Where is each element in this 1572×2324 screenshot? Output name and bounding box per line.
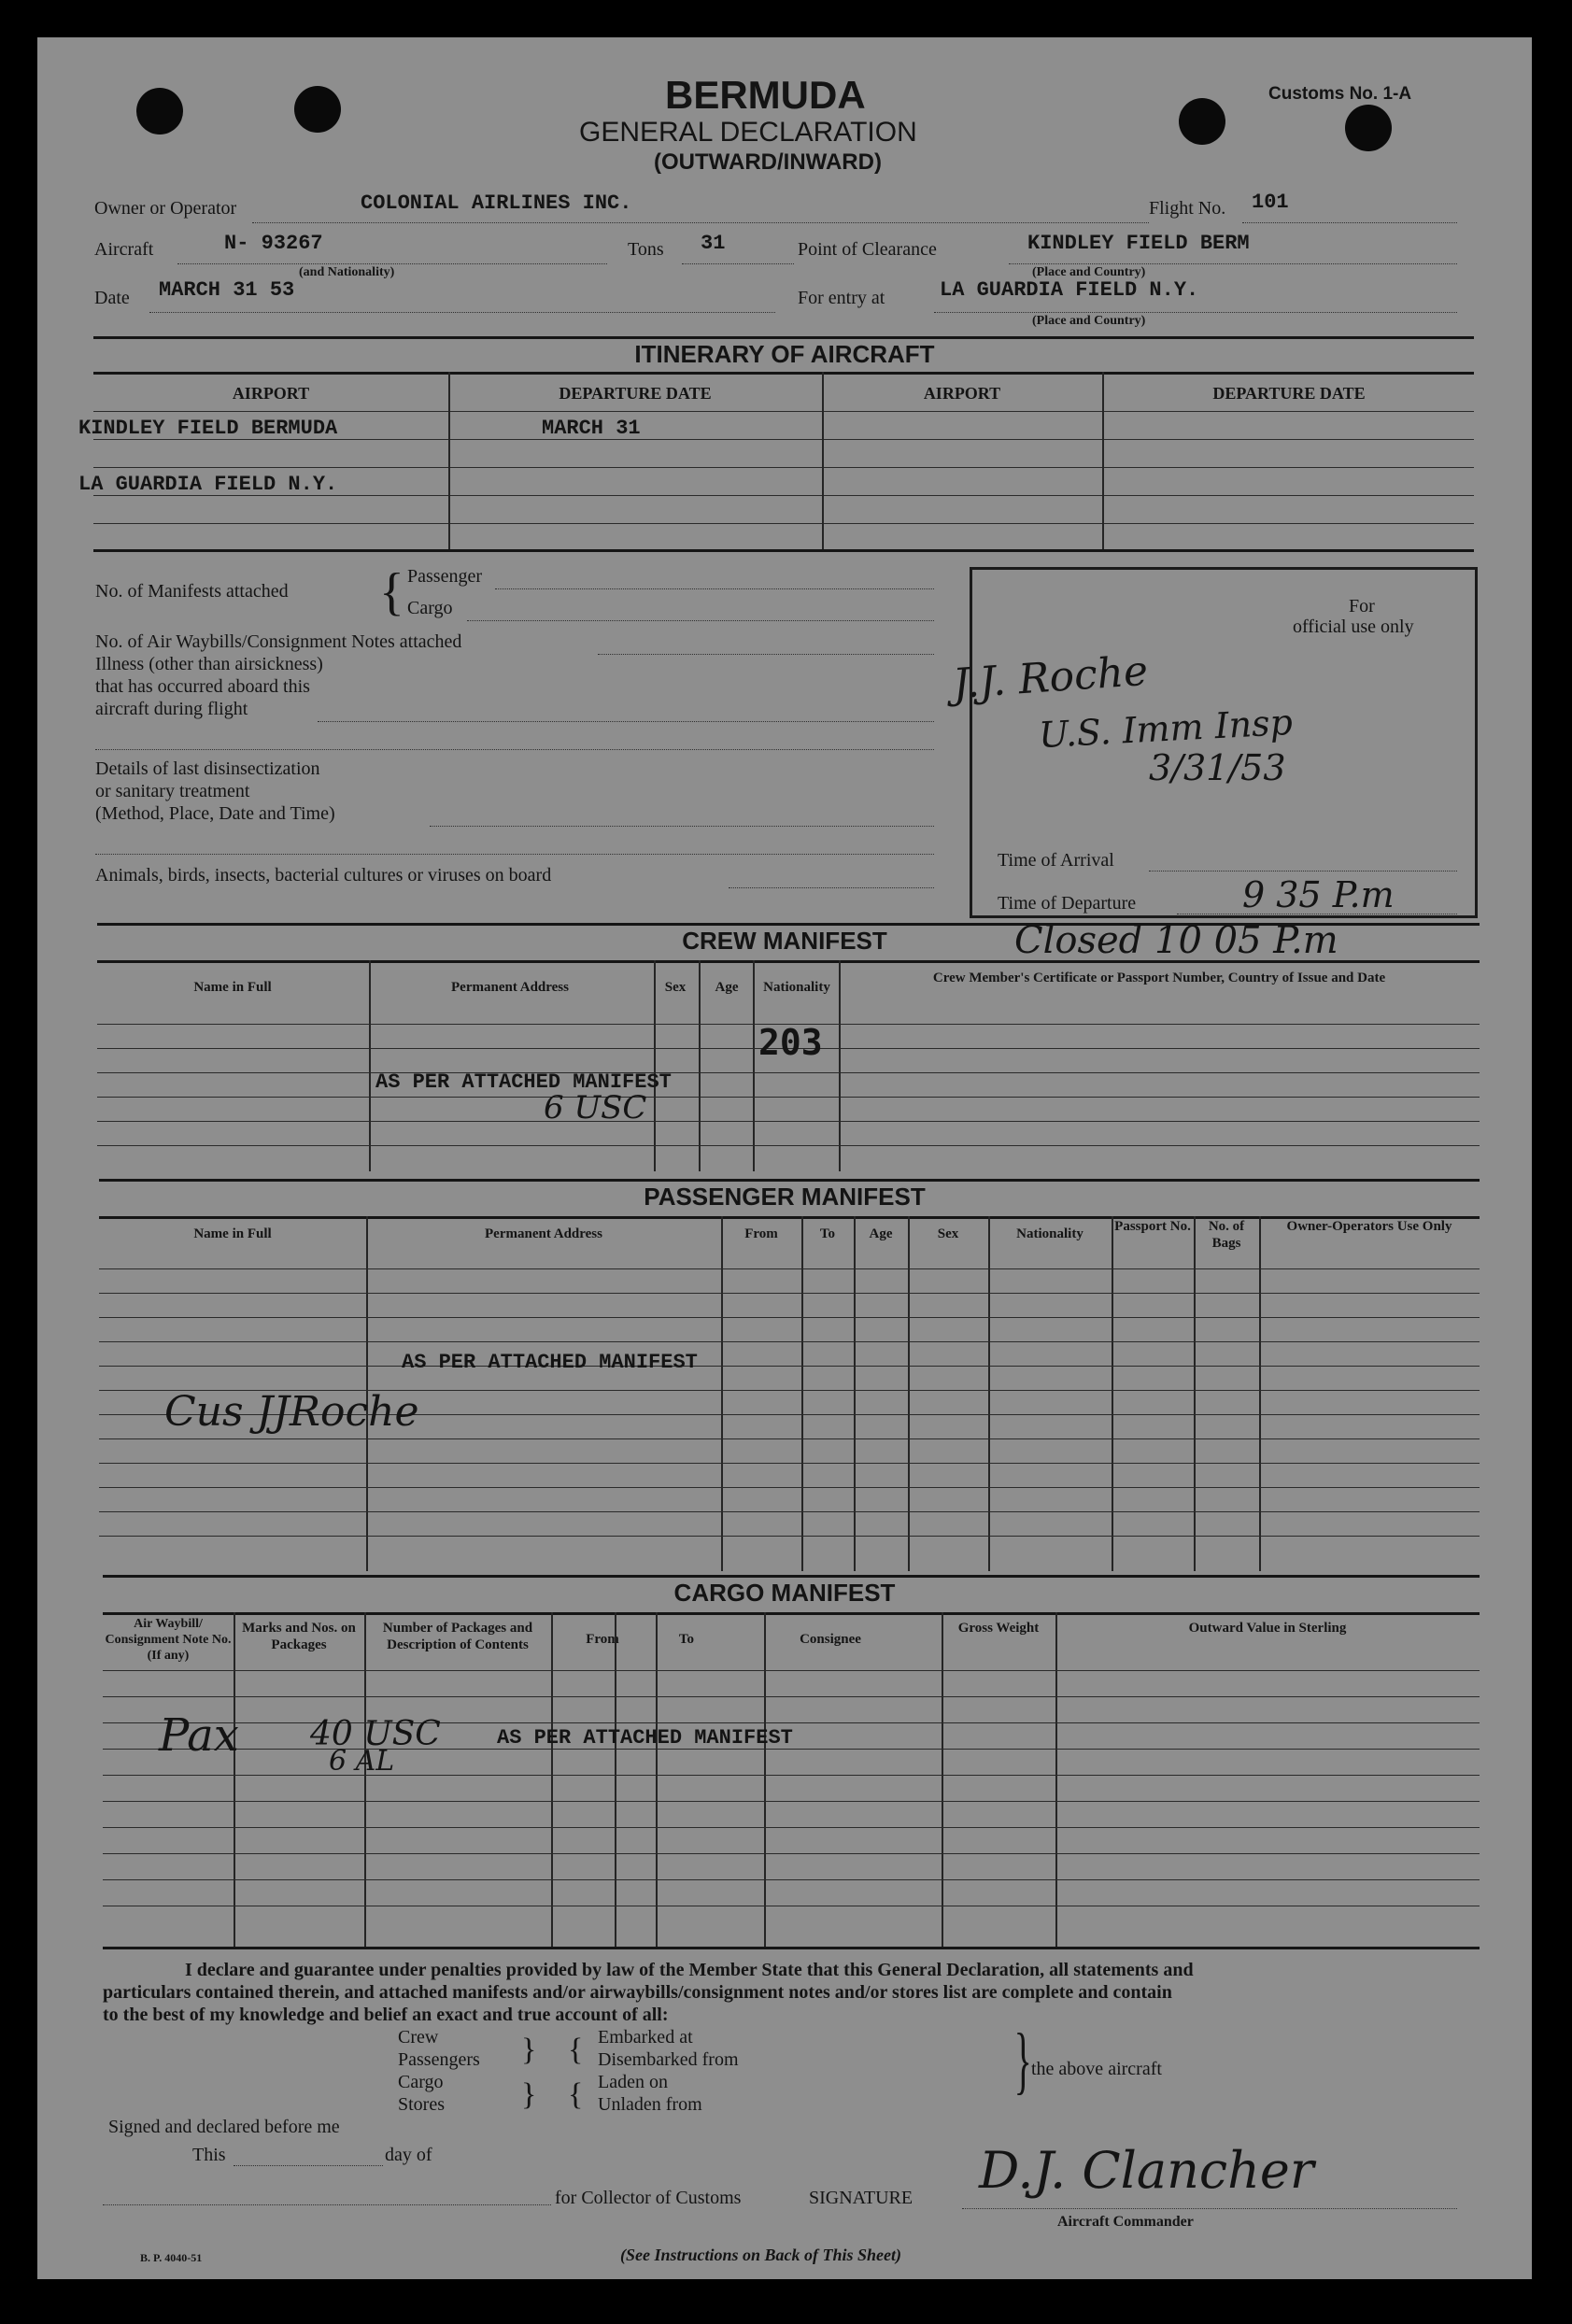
commander-label: Aircraft Commander [1057, 2214, 1194, 2230]
itinerary-airport-1: KINDLEY FIELD BERMUDA [78, 417, 338, 440]
crew-col-name: Name in Full [193, 980, 272, 995]
itinerary-col-departure: DEPARTURE DATE [559, 384, 712, 403]
day-of-label: day of [385, 2145, 432, 2165]
aircraft-sublabel: (and Nationality) [299, 265, 395, 279]
passenger-col-owner-use: Owner-Operators Use Only [1286, 1219, 1452, 1234]
crew-col-certificate: Crew Member's Certificate or Passport Number, Country of Issue and Date [932, 971, 1386, 985]
cargo-col-packages: Number of Packages and Description of Contents [382, 1621, 533, 1652]
passenger-label: Passenger [407, 566, 482, 587]
date-value: MARCH 31 53 [159, 278, 295, 302]
crew-col-address: Permanent Address [451, 980, 569, 995]
passenger-title: PASSENGER MANIFEST [644, 1183, 926, 1211]
waybills-label: No. of Air Waybills/Consignment Notes attached [95, 631, 462, 652]
passenger-col-from: From [744, 1226, 778, 1241]
clearance-sublabel: (Place and Country) [1032, 265, 1146, 279]
flight-no-value: 101 [1252, 191, 1289, 214]
signed-label: Signed and declared before me [108, 2117, 340, 2137]
official-signature: J.J. Roche [951, 646, 1150, 709]
official-title-handwritten: U.S. Imm Insp [1038, 701, 1294, 757]
disinsect-label: Details of last disinsectization [95, 758, 320, 779]
official-date-handwritten: 3/31/53 [1149, 747, 1286, 788]
crew-as-per-manifest: AS PER ATTACHED MANIFEST [375, 1070, 672, 1094]
decl-cargo: Cargo [398, 2072, 444, 2092]
commander-signature: D.J. Clancher [979, 2141, 1314, 2200]
tons-value: 31 [701, 232, 726, 255]
cargo-count-handwritten-2: 6 AL [329, 1745, 395, 1778]
itinerary-col-airport-2: AIRPORT [923, 384, 1001, 403]
cargo-col-weight: Gross Weight [957, 1621, 1040, 1636]
decl-crew: Crew [398, 2027, 439, 2048]
flight-no-label: Flight No. [1149, 198, 1226, 219]
cargo-as-per-manifest: AS PER ATTACHED MANIFEST [497, 1726, 793, 1750]
declaration-text: I declare and guarantee under penalties provided by law of the Member State that this General Declaration, all statements and [185, 1960, 1194, 1980]
crew-nationality-stamp: 203 [758, 1022, 823, 1063]
collector-label: for Collector of Customs [555, 2188, 742, 2208]
passenger-as-per-manifest: AS PER ATTACHED MANIFEST [402, 1351, 698, 1374]
official-use-label-2: official use only [1293, 616, 1414, 637]
cargo-count-handwritten: 40 USC [310, 1715, 441, 1753]
form-title: GENERAL DECLARATION [579, 117, 917, 148]
declaration-text-2: particulars contained therein, and attached manifests and/or airwaybills/consignment notes and/or stores list are complete and contain [103, 1982, 1172, 2003]
animals-label: Animals, birds, insects, bacterial cultures or viruses on board [95, 865, 552, 886]
crew-col-age: Age [715, 980, 739, 995]
arrival-label: Time of Arrival [998, 850, 1114, 871]
passenger-col-nationality: Nationality [1016, 1226, 1083, 1241]
itinerary-airport-2: LA GUARDIA FIELD N.Y. [78, 473, 338, 496]
passenger-col-age: Age [869, 1226, 893, 1241]
crew-count-handwritten: 6 USC [544, 1089, 647, 1127]
aircraft-value: N- 93267 [224, 232, 323, 255]
form-number: Customs No. 1-A [1268, 84, 1412, 104]
cargo-col-waybill: Air Waybill/ Consignment Note No. (If any) [105, 1617, 232, 1663]
illness-label-2: that has occurred aboard this [95, 676, 310, 697]
entry-label: For entry at [798, 288, 885, 308]
decl-embarked: Embarked at [598, 2027, 693, 2048]
owner-label: Owner or Operator [94, 198, 237, 219]
itinerary-title: ITINERARY OF AIRCRAFT [634, 340, 935, 368]
cargo-col-marks: Marks and Nos. on Packages [242, 1621, 356, 1652]
itinerary-departure-1: MARCH 31 [542, 417, 641, 440]
illness-label-3: aircraft during flight [95, 699, 248, 719]
aircraft-label: Aircraft [94, 239, 154, 260]
passenger-col-sex: Sex [937, 1226, 959, 1241]
decl-laden: Laden on [598, 2072, 668, 2092]
departure-label: Time of Departure [998, 893, 1137, 914]
form-country-title: BERMUDA [665, 73, 866, 117]
decl-stores: Stores [398, 2094, 445, 2115]
date-label: Date [94, 288, 130, 308]
signature-label: SIGNATURE [809, 2188, 913, 2208]
entry-sublabel: (Place and Country) [1032, 314, 1146, 328]
crew-title: CREW MANIFEST [682, 927, 887, 955]
decl-unladen: Unladen from [598, 2094, 702, 2115]
cargo-title: CARGO MANIFEST [673, 1579, 896, 1607]
cargo-col-to: To [678, 1632, 695, 1647]
cargo-pax-handwritten: Pax [159, 1709, 239, 1762]
passenger-col-name: Name in Full [193, 1226, 272, 1241]
punch-hole [294, 86, 341, 133]
decl-passengers: Passengers [398, 2049, 480, 2070]
decl-disembarked: Disembarked from [598, 2049, 739, 2070]
manifests-label: No. of Manifests attached [95, 581, 289, 602]
form-direction: (OUTWARD/INWARD) [654, 149, 882, 175]
passenger-col-bags: No. of Bags [1208, 1219, 1245, 1251]
punch-hole [1179, 98, 1225, 145]
passenger-col-address: Permanent Address [485, 1226, 602, 1241]
cargo-label: Cargo [407, 598, 453, 618]
disinsect-label-3: (Method, Place, Date and Time) [95, 803, 335, 824]
this-label: This [192, 2145, 226, 2165]
cargo-col-consignee: Consignee [800, 1632, 861, 1647]
clearance-label: Point of Clearance [798, 239, 937, 260]
passenger-col-passport: Passport No. [1114, 1219, 1191, 1234]
form-code: B. P. 4040-51 [140, 2251, 203, 2264]
itinerary-col-departure-2: DEPARTURE DATE [1212, 384, 1366, 403]
departure-time-handwritten: 9 35 P.m [1242, 874, 1395, 915]
declaration-text-3: to the best of my knowledge and belief an exact and true account of all: [103, 2005, 669, 2025]
cargo-col-value: Outward Value in Sterling [1188, 1621, 1347, 1636]
tons-label: Tons [628, 239, 664, 260]
passenger-signature-handwritten: Cus JJRoche [164, 1388, 419, 1436]
clearance-value: KINDLEY FIELD BERM [1027, 232, 1250, 255]
cargo-col-from: From [586, 1632, 619, 1647]
official-use-label: For [1349, 596, 1375, 616]
punch-hole [136, 88, 183, 135]
itinerary-col-airport: AIRPORT [232, 384, 310, 403]
owner-value: COLONIAL AIRLINES INC. [361, 191, 632, 215]
passenger-col-to: To [819, 1226, 836, 1241]
punch-hole [1345, 105, 1392, 151]
entry-value: LA GUARDIA FIELD N.Y. [940, 278, 1199, 302]
illness-label: Illness (other than airsickness) [95, 654, 323, 674]
crew-closed-handwritten: Closed 10 05 P.m [1014, 919, 1338, 962]
crew-col-sex: Sex [664, 980, 687, 995]
disinsect-label-2: or sanitary treatment [95, 781, 250, 801]
crew-col-nationality: Nationality [763, 980, 830, 995]
declaration-sheet: BERMUDA GENERAL DECLARATION (OUTWARD/INWARD) Customs No. 1-A Owner or Operator COLONIAL AIRLINES INC. Flight No. 101 Aircraft N- 93267 (and Nationality) Tons 31 Point of Clearance KINDLEY FIELD BERM (Place and Country) Date MARCH 31 53 For entry at LA GUARDIA FIELD N.Y. (Place and Country) ITINERARY OF AIRCRAFT AIRPORT DEPARTURE DATE AIRPORT DEPARTURE DATE KINDLEY FIELD BERMUDA MARCH 31 LA GUARDIA FIELD N.Y. No. of Manifests attached { Passenger Cargo No. of Air Waybills/Consignment Notes attached Illness (other than airsickness) that has occurred aboard this aircraft during flight Details of last disinsectization or sanitary treatment (Method, Place, Date and Time) Animals, birds, insects, bacterial cultures or viruses on board For official use only J.J. Roche U.S. Imm Insp 3/31/53 Time of Arrival Time of Departure 9 35 P.m CREW MANIFEST Closed 10 05 P.m Name in Full Permanent Address Sex Age Nationality Crew Member's Certificate or Passport Number, Country of Issue and Date 203 AS PER ATTACHED MANIFEST 6 USC PASSENGER MANIFEST Name in Full Permanent Address From To Age Sex Nationality Passport No. No. of Bags Owner-Operators Use Only AS PER ATTACHED MANIFEST Cus JJRoche CARGO MANIFEST Air Waybill/ Consignment Note No. (If any) Marks and Nos. on Packages Number of Packages and Description of Contents From To Consignee Gross Weight Outward Value in Sterling Pax 40 USC 6 AL AS PER ATTACHED MANIFEST I declare and guarantee under penalties provided by law of the Member State that this General Declaration, all statements and particulars contained therein, and attached manifests and/or airwaybills/consignment notes and/or stores list are complete and contain to the best of my knowledge and belief an exact and true account of all: Crew Passengers Cargo Stores } } { { Embarked at Disembarked from Laden on Unladen from } the above aircraft Signed and declared before me This day of for Collector of Customs SIGNATURE D.J. Clancher Aircraft Commander B. P. 4040-51 (See Instructions on Back of This Sheet) [37, 37, 1532, 2279]
instructions-note: (See Instructions on Back of This Sheet) [620, 2246, 902, 2264]
decl-above-aircraft: the above aircraft [1031, 2059, 1162, 2079]
